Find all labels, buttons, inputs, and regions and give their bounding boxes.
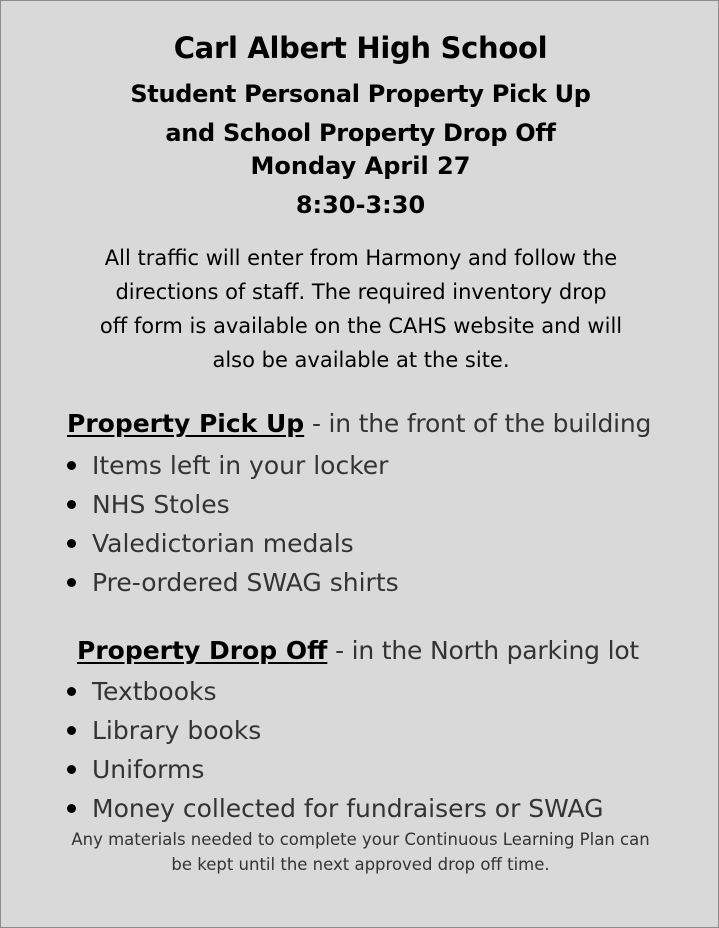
footnote xyxy=(31,827,690,877)
dropoff-list xyxy=(67,672,604,828)
list-item xyxy=(67,524,399,563)
intro-line: off form is available on the CAHS website and will xyxy=(99,314,623,338)
event-date: Monday April 27 xyxy=(250,152,471,180)
dropoff-heading-title: Property Drop Off xyxy=(77,636,328,665)
bullet-icon xyxy=(67,726,76,735)
pickup-list xyxy=(67,446,399,602)
list-item-label: Textbooks xyxy=(92,677,217,706)
event-time: 8:30-3:30 xyxy=(295,191,426,219)
pickup-heading xyxy=(67,409,651,438)
bullet-icon xyxy=(67,461,76,470)
footnote-line: Any materials needed to complete your Continuous Learning Plan can xyxy=(71,830,650,849)
list-item-label: Pre-ordered SWAG shirts xyxy=(92,568,399,597)
list-item-label: Library books xyxy=(92,716,262,745)
pickup-heading-title: Property Pick Up xyxy=(67,409,305,438)
list-item xyxy=(67,446,399,485)
bullet-icon xyxy=(67,578,76,587)
event-title-line-1: Student Personal Property Pick Up xyxy=(130,80,591,108)
intro-line: All traffic will enter from Harmony and follow the xyxy=(104,246,618,270)
footnote-line: be kept until the next approved drop off time. xyxy=(171,855,550,874)
school-title: Carl Albert High School xyxy=(173,31,548,65)
event-title-line-2: and School Property Drop Off xyxy=(165,119,556,147)
list-item xyxy=(67,750,604,789)
list-item-label: Items left in your locker xyxy=(92,451,389,480)
pickup-location: - in the front of the building xyxy=(304,409,652,438)
intro-line: also be available at the site. xyxy=(212,348,510,372)
intro-line: directions of staff. The required inventory drop xyxy=(115,280,607,304)
bullet-icon xyxy=(67,804,76,813)
list-item-label: NHS Stoles xyxy=(92,490,230,519)
bullet-icon xyxy=(67,539,76,548)
bullet-icon xyxy=(67,765,76,774)
dropoff-location: - in the North parking lot xyxy=(327,636,640,665)
list-item xyxy=(67,711,604,750)
list-item xyxy=(67,485,399,524)
list-item xyxy=(67,789,604,828)
bullet-icon xyxy=(67,500,76,509)
dropoff-heading xyxy=(77,636,639,665)
bullet-icon xyxy=(67,687,76,696)
list-item xyxy=(67,672,604,711)
list-item-label: Uniforms xyxy=(92,755,205,784)
list-item xyxy=(67,563,399,602)
intro-paragraph xyxy=(61,241,661,377)
list-item-label: Money collected for fundraisers or SWAG xyxy=(92,794,604,823)
list-item-label: Valedictorian medals xyxy=(92,529,354,558)
